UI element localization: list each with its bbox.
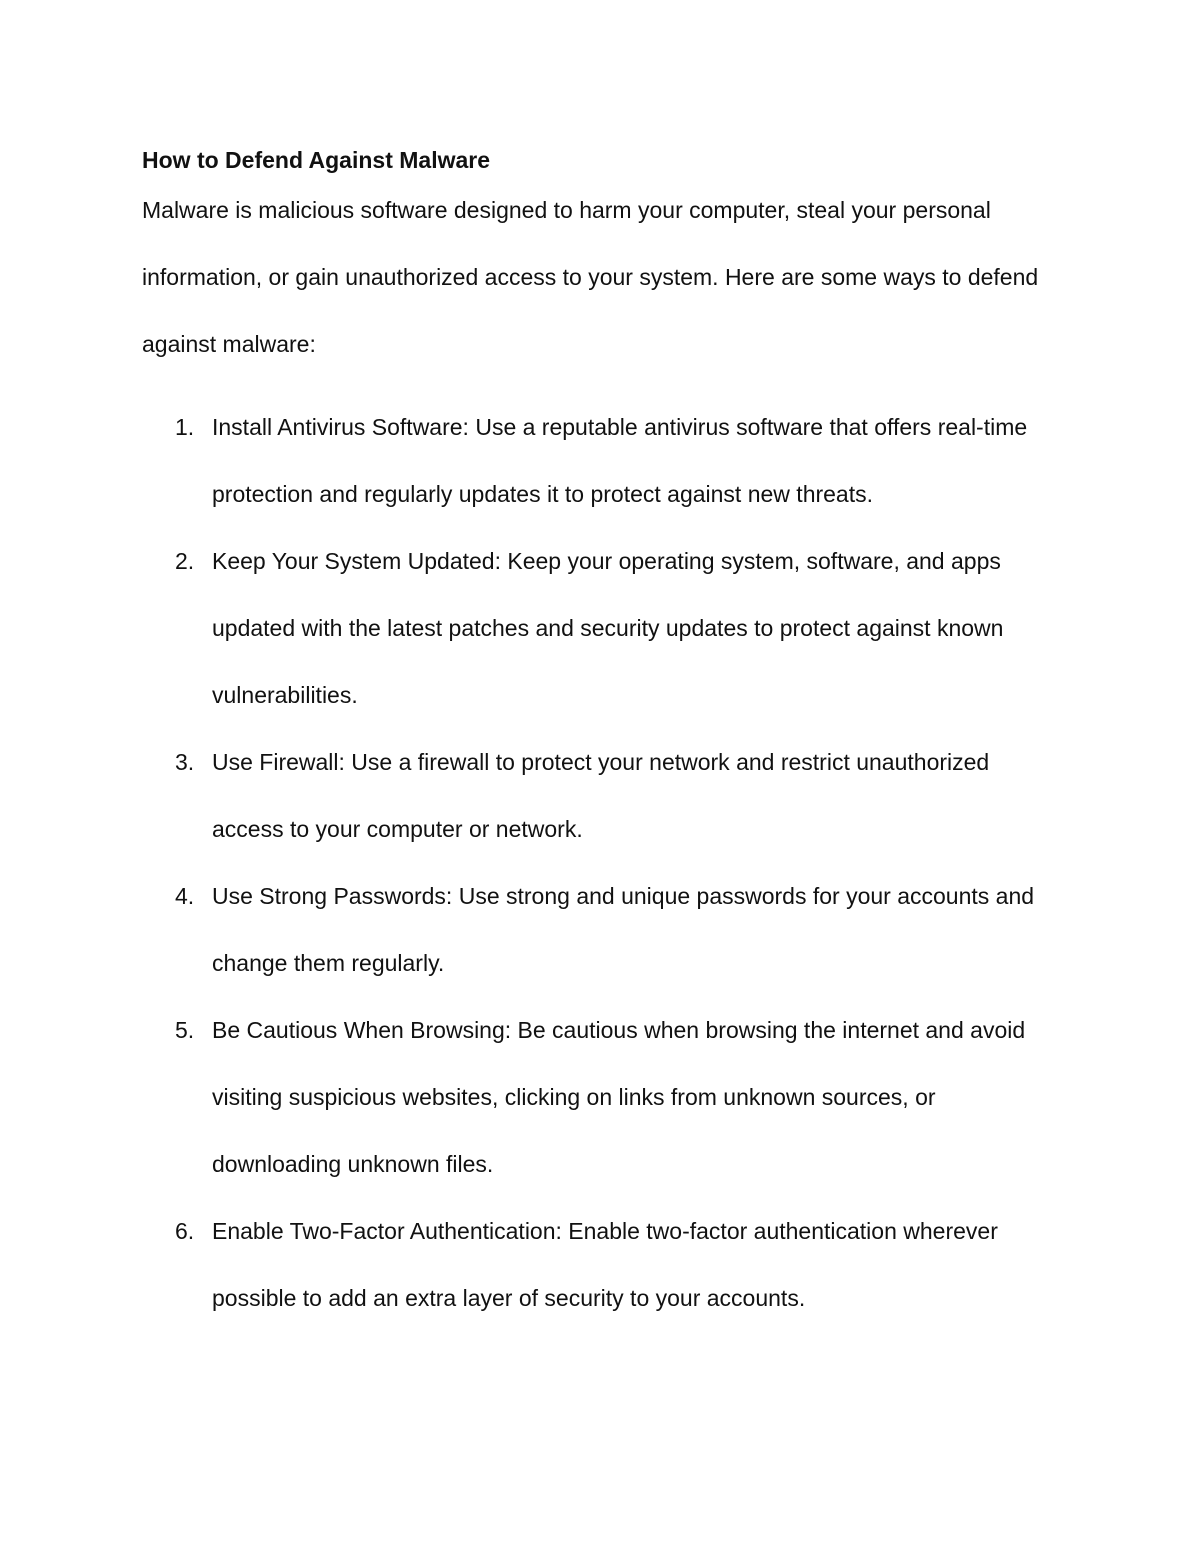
list-item xyxy=(142,997,1062,1198)
list-item-number: 3. xyxy=(175,749,195,775)
list-item-number: 1. xyxy=(175,414,195,440)
list-item-text: Enable Two-Factor Authentication: Enable two-factor authentication wherever possible to add an extra layer of security to your accounts. xyxy=(212,1218,998,1311)
list-item-number: 5. xyxy=(175,1017,195,1043)
document-body xyxy=(142,142,1062,1332)
list-item xyxy=(142,528,1062,729)
list-item xyxy=(142,1198,1062,1332)
document-title: How to Defend Against Malware xyxy=(142,147,491,173)
list-item-number: 4. xyxy=(175,883,195,909)
list-item-text: Use Strong Passwords: Use strong and unique passwords for your accounts and change them regularly. xyxy=(212,883,1035,976)
intro-paragraph: Malware is malicious software designed to harm your computer, steal your personal information, or gain unauthorized access to your system. Here are some ways to defend against malware: xyxy=(142,197,1039,357)
list-item xyxy=(142,729,1062,863)
defense-tips-list xyxy=(142,394,1062,1332)
list-item-text: Install Antivirus Software: Use a reputable antivirus software that offers real-time protection and regularly updates it to protect against new threats. xyxy=(212,414,1028,507)
list-item-text: Be Cautious When Browsing: Be cautious when browsing the internet and avoid visiting suspicious websites, clicking on links from unknown sources, or downloading unknown files. xyxy=(212,1017,1026,1177)
list-item xyxy=(142,863,1062,997)
list-item-text: Use Firewall: Use a firewall to protect your network and restrict unauthorized access to your computer or network. xyxy=(212,749,990,842)
list-item-text: Keep Your System Updated: Keep your operating system, software, and apps updated with the latest patches and security updates to protect against known vulnerabilities. xyxy=(212,548,1004,708)
list-item-number: 2. xyxy=(175,548,195,574)
list-item-number: 6. xyxy=(175,1218,195,1244)
list-item xyxy=(142,394,1062,528)
